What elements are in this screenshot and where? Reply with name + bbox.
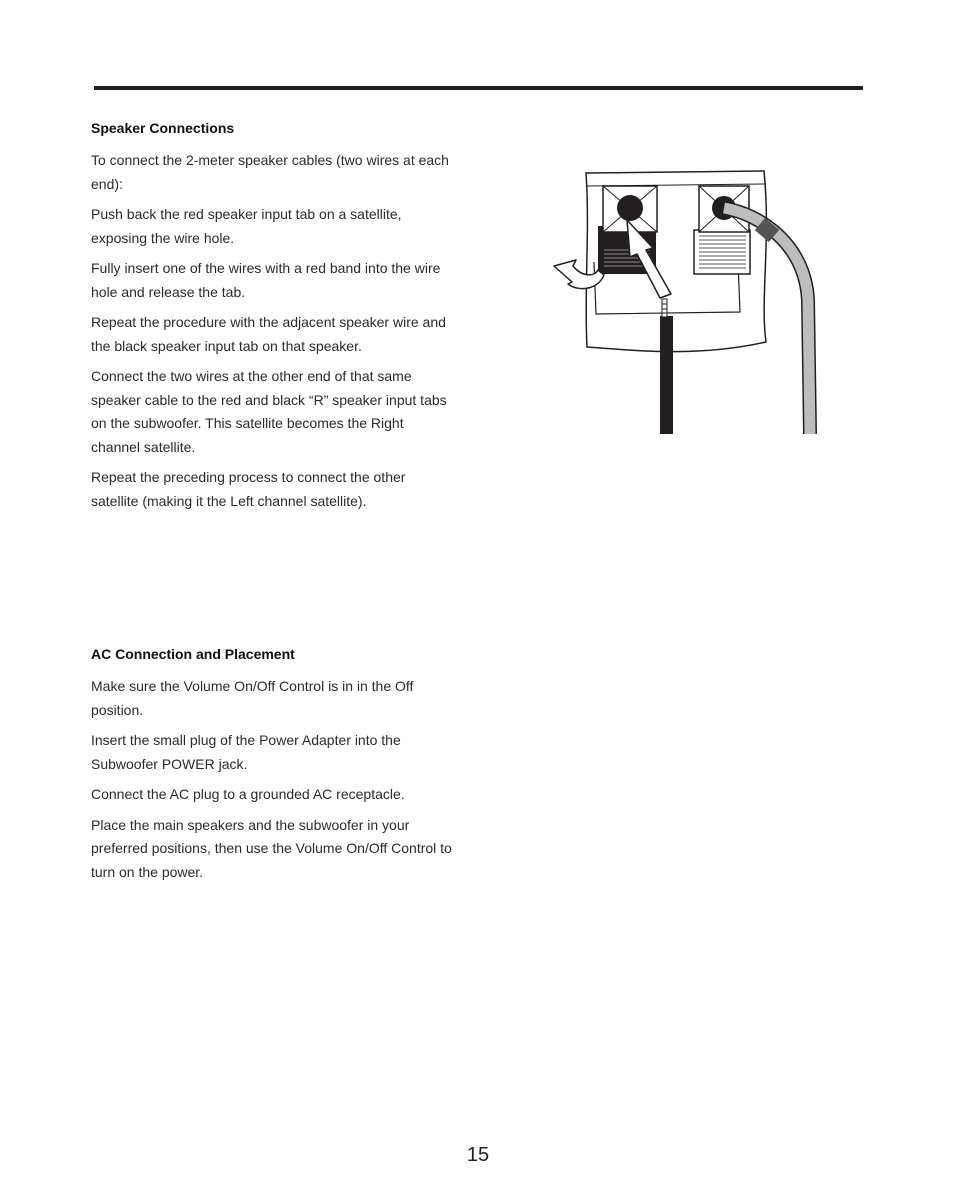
paragraph: Make sure the Volume On/Off Control is in in the Off position. (91, 678, 414, 718)
paragraph: Repeat the procedure with the adjacent speaker wire and the black speaker input tab on that speaker. (91, 314, 446, 354)
speaker-connections-section (91, 119, 456, 520)
cable-band (760, 224, 774, 236)
page-number: 15 (466, 1144, 490, 1166)
black-cable (660, 316, 673, 434)
paragraph: Place the main speakers and the subwoofer in your preferred positions, then use the Volume On/Off Control to turn on the power. (91, 816, 452, 880)
paragraph: To connect the 2-meter speaker cables (two wires at each end): (91, 152, 449, 192)
paragraph: Insert the small plug of the Power Adapter into the Subwoofer POWER jack. (91, 732, 401, 772)
black-terminal-icon (694, 186, 750, 274)
paragraph: Repeat the preceding process to connect the other satellite (making it the Left channel satellite). (91, 469, 406, 509)
ac-connection-heading: AC Connection and Placement (91, 646, 295, 662)
speaker-connections-heading: Speaker Connections (91, 120, 235, 136)
paragraph: Connect the two wires at the other end of that same speaker cable to the red and black “R” speaker input tabs on the subwoofer. This satellite becomes the Right channel satellite. (91, 368, 447, 455)
speaker-wire-illustration (548, 168, 820, 434)
paragraph: Fully insert one of the wires with a red band into the wire hole and release the tab. (91, 260, 441, 300)
paragraph: Push back the red speaker input tab on a satellite, exposing the wire hole. (91, 206, 402, 246)
ac-connection-section (91, 645, 456, 891)
top-rule (94, 86, 863, 90)
paragraph: Connect the AC plug to a grounded AC receptacle. (91, 786, 405, 802)
